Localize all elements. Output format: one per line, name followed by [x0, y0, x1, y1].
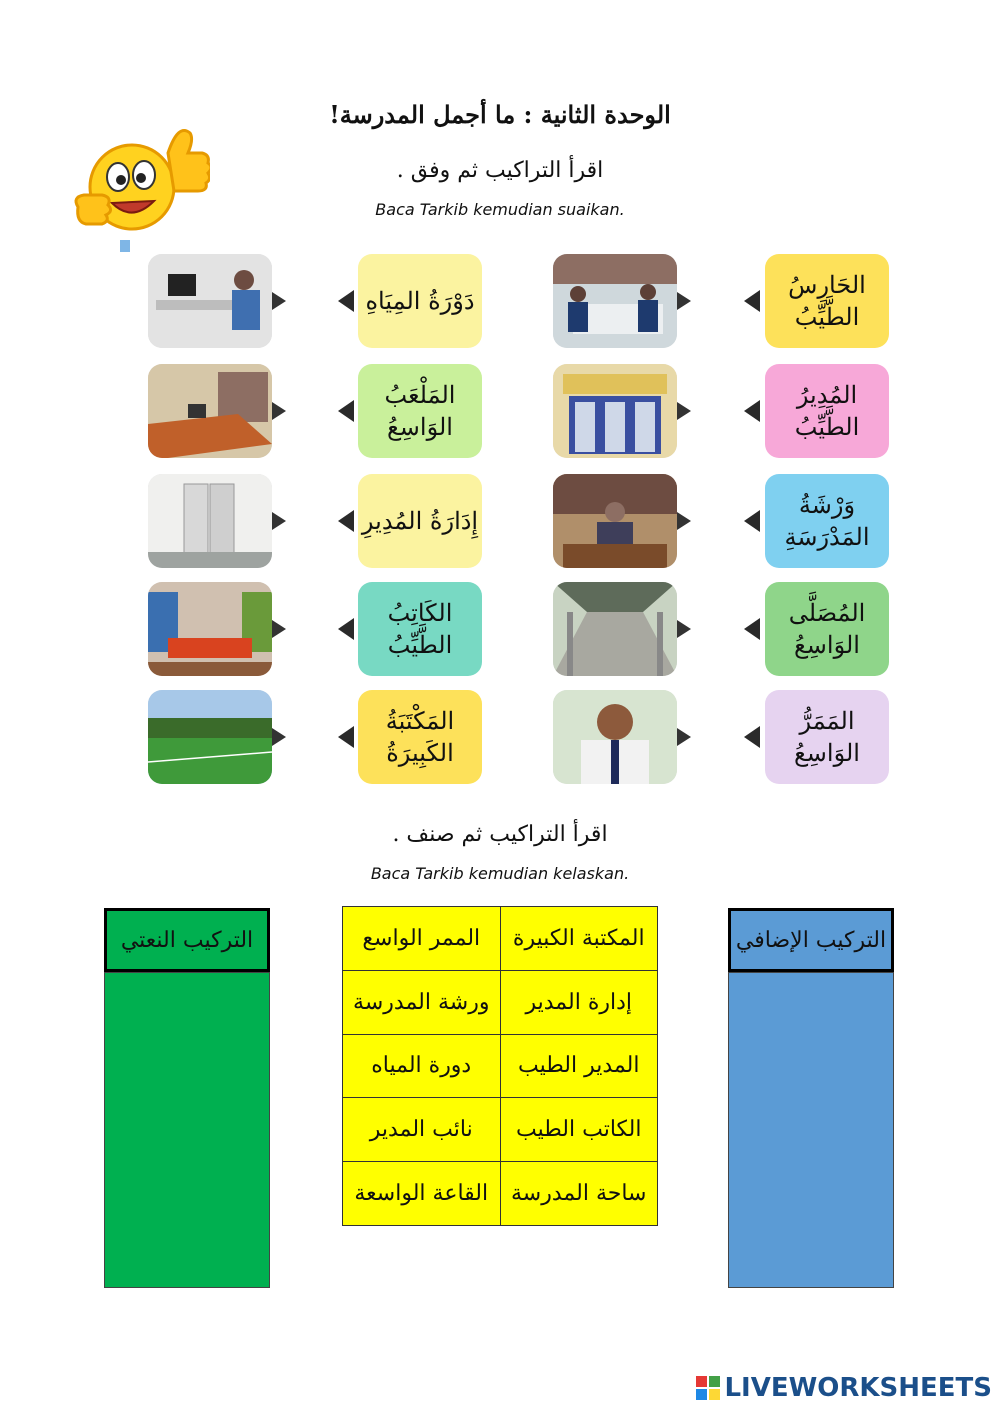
match-pointer[interactable] [744, 726, 760, 748]
thumbs-up-emoji-icon [70, 115, 210, 240]
liveworksheets-logo [696, 1373, 992, 1403]
word-bank-row [343, 1098, 658, 1162]
match-dot[interactable] [272, 728, 286, 746]
photo-principal-office [553, 474, 677, 568]
card-left-5-line-2: الكَبِيرَةُ [386, 739, 454, 767]
match-pointer[interactable] [744, 400, 760, 422]
photo-toilet-stalls [148, 474, 272, 568]
word-tile[interactable]: إدارة المدير [500, 970, 658, 1034]
card-left-1[interactable] [358, 254, 482, 348]
card-right-4-line-1: المُصَلَّى [788, 598, 866, 627]
instruction-match-ar: اقرأ التراكيب ثم وفق . [396, 158, 604, 183]
match-dot[interactable] [272, 512, 286, 530]
instruction-match-ms: Baca Tarkib kemudian suaikan. [375, 200, 625, 219]
card-left-4-line-2: الطَّيِّبُ [387, 631, 453, 659]
word-tile[interactable]: المدير الطيب [500, 1034, 658, 1098]
card-right-1-line-1: الحَارِسُ [788, 270, 866, 299]
card-left-4-line-1: الكَاتِبُ [387, 598, 453, 627]
card-right-2-line-2: الطَّيِّبُ [794, 413, 860, 441]
instruction-classify-ms: Baca Tarkib kemudian kelaskan. [370, 864, 630, 883]
naati-column-header [104, 908, 270, 972]
word-bank-row [343, 907, 658, 971]
word-tile[interactable]: ورشة المدرسة [343, 970, 501, 1034]
match-pointer[interactable] [338, 290, 354, 312]
match-dot[interactable] [677, 728, 691, 746]
match-pointer[interactable] [338, 510, 354, 532]
match-pointer[interactable] [338, 726, 354, 748]
word-bank-table [342, 906, 658, 1226]
match-pointer[interactable] [744, 510, 760, 532]
photo-office-desk [148, 364, 272, 458]
idafi-column-header [728, 908, 894, 972]
liveworksheets-logo-icon [696, 1376, 720, 1400]
photo-covered-walkway [553, 582, 677, 676]
word-tile[interactable]: المكتبة الكبيرة [500, 907, 658, 971]
match-dot[interactable] [677, 620, 691, 638]
word-tile[interactable]: دورة المياه [343, 1034, 501, 1098]
card-right-2[interactable] [765, 364, 889, 458]
card-right-4[interactable] [765, 582, 889, 676]
card-left-2-line-2: الوَاسِعُ [387, 413, 453, 441]
match-dot[interactable] [677, 512, 691, 530]
card-right-3[interactable] [765, 474, 889, 568]
brand-name: LIVEWORKSHEETS [724, 1373, 992, 1403]
card-left-3-line-1: إِدَارَةُ المُدِيرِ [361, 506, 479, 535]
card-right-3-line-1: وَرْشَةُ [798, 490, 856, 519]
card-right-5[interactable] [765, 690, 889, 784]
match-dot[interactable] [272, 620, 286, 638]
card-right-2-line-1: المُدِيرُ [796, 380, 858, 409]
naati-drop-zone[interactable] [104, 972, 270, 1288]
word-bank-row [343, 970, 658, 1034]
card-left-5[interactable] [358, 690, 482, 784]
match-pointer[interactable] [338, 400, 354, 422]
match-pointer[interactable] [744, 618, 760, 640]
card-left-1-line-1: دَوْرَةُ المِيَاهِ [365, 286, 475, 315]
page-title: الوحدة الثانية : ما أجمل المدرسة! [329, 100, 671, 129]
photo-security-guard [553, 690, 677, 784]
word-bank-row [343, 1162, 658, 1226]
word-tile[interactable]: نائب المدير [343, 1098, 501, 1162]
card-right-4-line-2: الوَاسِعُ [794, 631, 860, 659]
card-left-4[interactable] [358, 582, 482, 676]
match-pointer[interactable] [338, 618, 354, 640]
idafi-drop-zone[interactable] [728, 972, 894, 1288]
word-tile[interactable]: الممر الواسع [343, 907, 501, 971]
card-right-3-line-2: المَدْرَسَةِ [784, 523, 870, 551]
card-left-3[interactable] [358, 474, 482, 568]
bullet-mark [120, 240, 130, 252]
photo-playing-field [148, 690, 272, 784]
card-right-1-line-2: الطَّيِّبُ [794, 303, 860, 331]
instruction-classify-ar: اقرأ التراكيب ثم صنف . [392, 822, 608, 847]
card-left-2-line-1: المَلْعَبُ [384, 380, 456, 409]
word-bank-row [343, 1034, 658, 1098]
word-tile[interactable]: ساحة المدرسة [500, 1162, 658, 1226]
match-dot[interactable] [677, 292, 691, 310]
match-pointer[interactable] [744, 290, 760, 312]
card-right-5-line-1: المَمَرُّ [799, 706, 855, 735]
match-dot[interactable] [677, 402, 691, 420]
photo-office-clerk [148, 254, 272, 348]
card-left-5-line-1: المَكْتَبَةُ [385, 706, 455, 735]
card-right-5-line-2: الوَاسِعُ [794, 739, 860, 767]
match-dot[interactable] [272, 292, 286, 310]
idafi-column-label: التركيب الإضافي [735, 927, 887, 953]
card-left-2[interactable] [358, 364, 482, 458]
naati-column-label: التركيب النعتي [120, 927, 254, 953]
match-dot[interactable] [272, 402, 286, 420]
word-tile[interactable]: الكاتب الطيب [500, 1098, 658, 1162]
photo-library [148, 582, 272, 676]
photo-building-entrance [553, 364, 677, 458]
photo-students-classroom [553, 254, 677, 348]
word-tile[interactable]: القاعة الواسعة [343, 1162, 501, 1226]
card-right-1[interactable] [765, 254, 889, 348]
